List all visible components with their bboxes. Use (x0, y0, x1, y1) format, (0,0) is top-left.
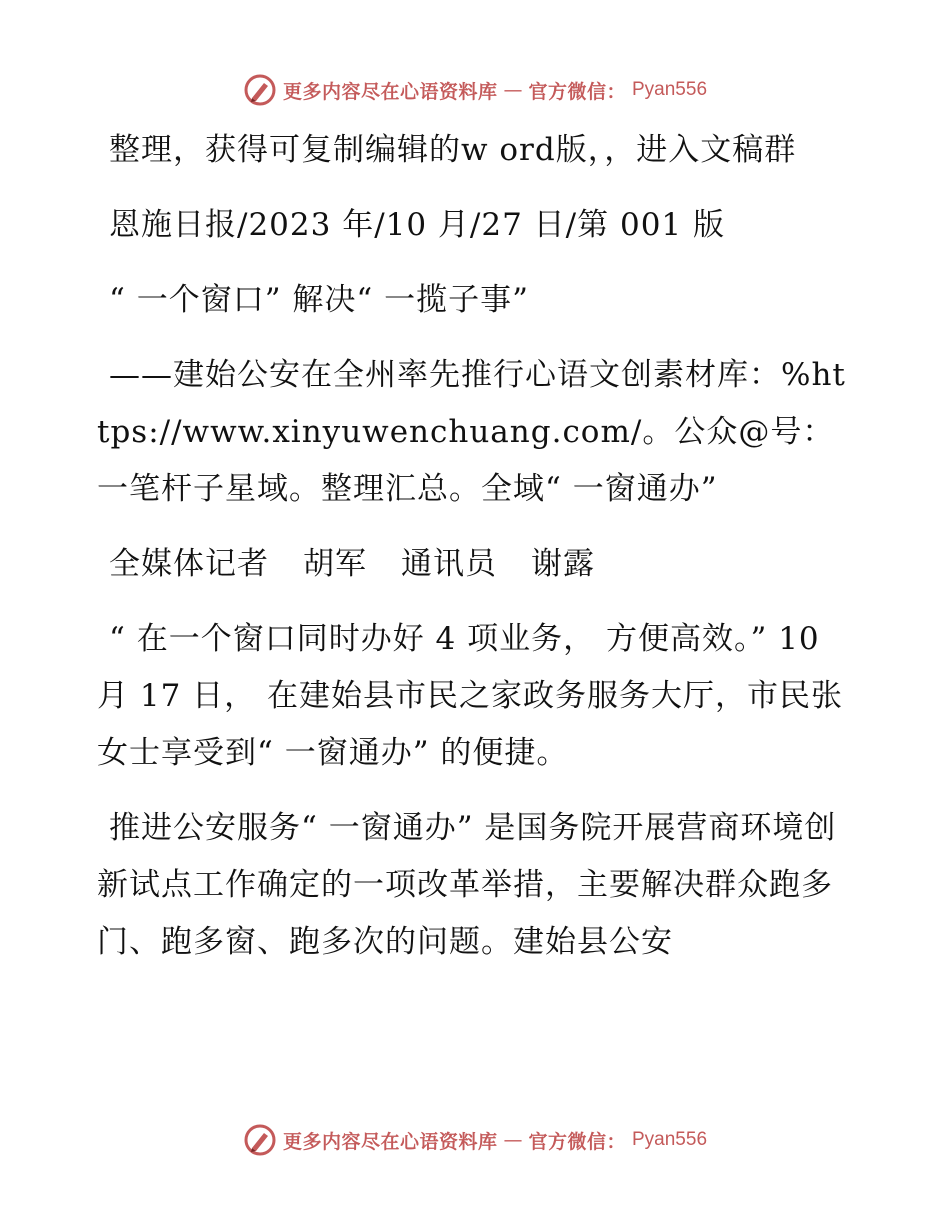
watermark-banner-bottom (0, 1120, 950, 1160)
article-headline: “ 一个窗口” 解决“ 一揽子事” (109, 282, 529, 318)
watermark-label: 官方微信： (528, 80, 626, 103)
pen-logo-icon (243, 1123, 277, 1157)
reporter-name: 胡军 (303, 546, 367, 582)
body-paragraph-1: “ 在一个窗口同时办好 4 项业务， 方便高效。” 10 月 17 日， 在建始县市民之家政务服务大厅，市民张女士享受到“ 一窗通办” 的便捷。 (97, 621, 844, 771)
article-body (97, 122, 857, 989)
watermark-separator: — (503, 1129, 523, 1151)
watermark-separator: — (503, 79, 523, 101)
intro-paragraph: 整理，获得可复制编辑的w ord版，，进入文稿群 (109, 132, 797, 168)
body-paragraph-2: 推进公安服务“ 一窗通办” 是国务院开展营商环境创新试点工作确定的一项改革举措，主要解决群众跑多门、跑多窗、跑多次的问题。建始县公安 (97, 810, 837, 960)
watermark-account: Pyan556 (632, 1129, 708, 1150)
watermark-label: 官方微信： (528, 1130, 626, 1153)
byline (97, 536, 857, 593)
watermark-banner-top (0, 70, 950, 110)
article-subheadline: ——建始公安在全州率先推行心语文创素材库：%https://www.xinyuwenchuang.com/。公众@号：一笔杆子星域。整理汇总。全域“ 一窗通办” (97, 357, 846, 507)
reporter-title: 全媒体记者 (109, 546, 269, 582)
publication-line: 恩施日报/2023 年/10 月/27 日/第 001 版 (109, 207, 726, 243)
watermark-brand: 更多内容尽在心语资料库 (282, 1130, 498, 1153)
correspondent-title: 通讯员 (401, 546, 497, 582)
correspondent-name: 谢露 (531, 546, 595, 582)
watermark-account: Pyan556 (632, 79, 708, 100)
pen-logo-icon (243, 73, 277, 107)
watermark-brand: 更多内容尽在心语资料库 (282, 80, 498, 103)
